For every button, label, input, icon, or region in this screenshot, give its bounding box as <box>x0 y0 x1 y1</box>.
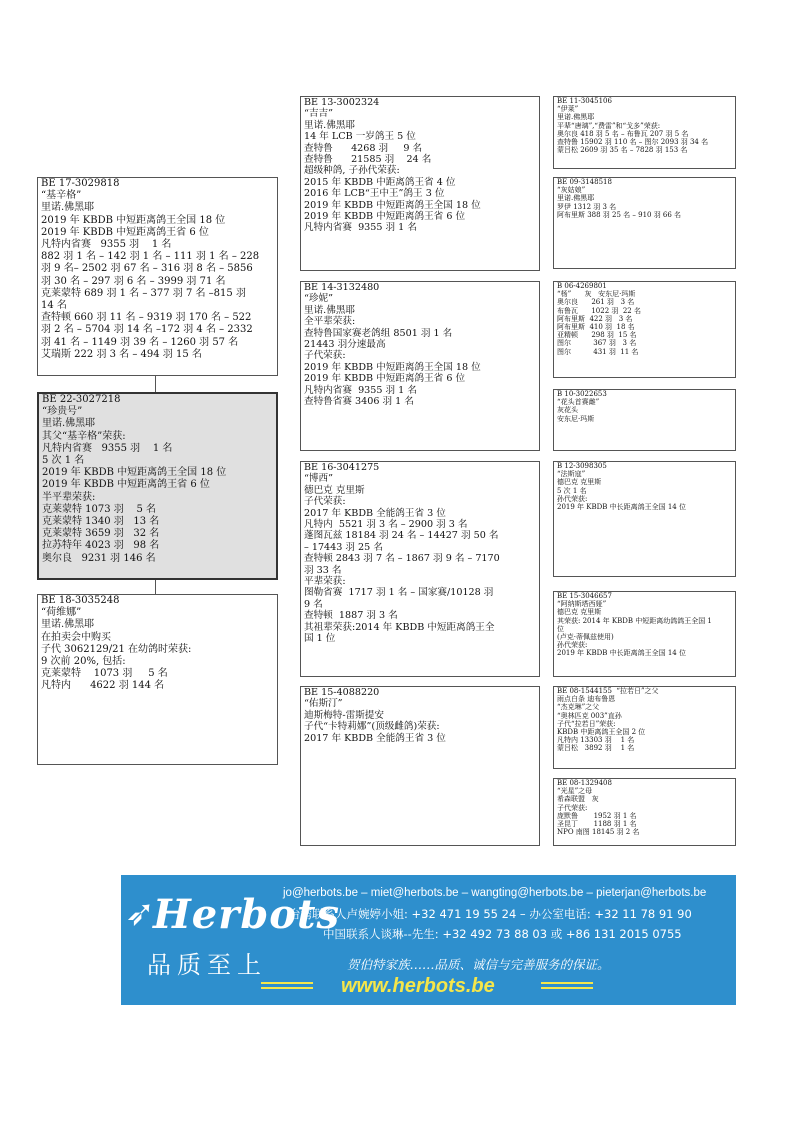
pedigree-line: 9 名 <box>304 598 323 610</box>
ring-number: B 12-3098305 <box>557 462 607 470</box>
accent-line-right-2 <box>541 987 593 989</box>
pedigree-line: 查特顿 2843 羽 7 名 – 1867 羽 9 名 – 7170 <box>304 553 500 565</box>
pedigree-line: 艾瑞斯 222 羽 3 名 – 494 羽 15 名 <box>41 348 202 360</box>
pedigree-line: 德巴克 克里斯 <box>304 484 365 496</box>
sds-card <box>553 281 736 378</box>
pedigree-line: 德巴克 克里斯 <box>557 608 602 617</box>
pedigree-line: 在拍卖会中购买 <box>41 631 111 643</box>
dam-connector <box>155 580 156 594</box>
pedigree-line: 882 羽 1 名 – 142 羽 1 名 – 111 羽 1 名 – 228 <box>41 251 260 263</box>
pedigree-line: 蒙吕松 3892 羽 1 名 <box>557 744 635 753</box>
pedigree-line: 凡特内省赛 9355 羽 1 名 <box>41 239 172 251</box>
pedigree-line: 阿布里斯 388 羽 25 名 – 910 羽 66 名 <box>557 210 682 219</box>
pedigree-line: 查特鲁省赛 3406 羽 1 名 <box>304 396 414 408</box>
bird-name: “杨” 灰 安东尼·玛斯 <box>557 290 636 299</box>
ring-number: B 06-4269801 <box>557 282 607 290</box>
pedigree-line: 其祖辈荣获:2014 年 KBDB 中短距离鸽王全 <box>304 621 495 633</box>
dds-card <box>553 686 736 769</box>
pedigree-line: 21443 羽分速最高 <box>304 339 386 351</box>
herbots-banner <box>121 875 736 1005</box>
pedigree-line: 亚精顿 298 羽 15 名 <box>557 331 637 340</box>
pedigree-line: 子代 3062129/21 在幼鸽时荣获: <box>41 643 192 655</box>
ring-number: BE 18-3035248 <box>41 595 120 606</box>
pedigree-line: 里诺.佛黑耶 <box>42 418 96 430</box>
pedigree-line: 子代荣获: <box>557 803 588 812</box>
bird-name: “珍贵号” <box>42 406 83 418</box>
accent-line-right <box>541 982 593 984</box>
pedigree-line: 子代荣获: <box>304 350 346 362</box>
pedigree-line: 半平辈荣获: <box>42 491 96 503</box>
bird-name: “佑斯汀” <box>304 698 343 710</box>
ring-number: BE 08-1544155 “拉若日”之父 <box>557 687 659 695</box>
pedigree-line: 查特鲁 4268 羽 9 名 <box>304 142 423 154</box>
email-list[interactable]: jo@herbots.be – miet@herbots.be – wangting@herbots.be – pieterjan@herbots.be <box>283 887 707 899</box>
pedigree-line: 子代荣获: <box>304 496 346 508</box>
pedigree-line: 查特鲁国家赛老鸽组 8501 羽 1 名 <box>304 327 453 339</box>
pedigree-line: 凡特内省赛 9355 羽 1 名 <box>304 222 417 234</box>
wing-icon: ➶ <box>125 893 156 934</box>
pedigree-line: 5 次 1 名 <box>557 486 587 495</box>
pedigree-line: 蒙吕松 2609 羽 35 名 – 7828 羽 153 名 <box>557 146 688 155</box>
ring-number: BE 09-3148518 <box>557 178 612 186</box>
pedigree-line: 其父“基辛格”荣获: <box>42 430 126 442</box>
pedigree-line: 德巴克 克里斯 <box>557 478 602 487</box>
pedigree-line: 子代“拉若日”荣获: <box>557 719 616 728</box>
pedigree-line: 孙代荣获: <box>557 641 588 650</box>
pedigree-line: 2019 年 KBDB 中短距离鸽王全国 18 位 <box>41 214 226 226</box>
bird-name: “博西” <box>304 473 333 485</box>
pedigree-line: 希森联盟 灰 <box>557 795 599 804</box>
pedigree-line: 9 次前 20%, 包括: <box>41 656 126 668</box>
china-contact: 中国联系人谈琳--先生: +32 492 73 88 03 或 +86 131 2015 0755 <box>323 927 682 941</box>
bird-name: “光星”之母 <box>557 787 593 796</box>
tagline: 贺伯特家族……品质、诚信与完善服务的保证。 <box>347 957 610 972</box>
pedigree-line: 圣昆丁 1188 羽 1 名 <box>557 820 637 829</box>
pedigree-line: 图勒省赛 1717 羽 1 名 – 国家赛/10128 羽 <box>304 587 494 599</box>
pedigree-line: 子代“卡特莉娜”(顶级雌鸽)荣获: <box>304 721 440 733</box>
pedigree-line: 2019 年 KBDB 中短距离鸽王省 6 位 <box>304 373 466 385</box>
pedigree-line: 里诺.佛黑耶 <box>41 619 95 631</box>
ring-number: BE 16-3041275 <box>304 462 380 473</box>
bird-name: “基辛格” <box>41 190 82 202</box>
pedigree-line: 2017 年 KBDB 全能鸽王省 3 位 <box>304 507 446 519</box>
bird-name: 雨点白条 迪布鲁恩 <box>557 695 616 704</box>
pedigree-line: 里诺.佛黑耶 <box>304 304 356 316</box>
pedigree-line: 拉苏特年 4023 羽 98 名 <box>42 540 160 552</box>
pedigree-line: 2019 年 KBDB 中长距离鸽王全国 14 位 <box>557 649 686 658</box>
pedigree-line: 查特顿 660 羽 11 名 – 9319 羽 170 名 – 522 <box>41 312 252 324</box>
pedigree-line: 其荣获: 2014 年 KBDB 中短距离幼鸽鸽王全国 1 <box>557 616 712 625</box>
pedigree-line: 灰花头 <box>557 406 578 415</box>
pedigree-line: 里诺.佛黑耶 <box>41 202 95 214</box>
bird-name: “阿纳斯塔西娅” <box>557 600 607 609</box>
pedigree-line: 羽 33 名 <box>304 564 342 576</box>
pedigree-line: 2019 年 KBDB 中短距离鸽王省 6 位 <box>42 479 210 491</box>
sire-connector <box>155 376 156 392</box>
pedigree-line: 超级种鸽, 子孙代荣获: <box>304 165 400 177</box>
pedigree-line: 庞默鲁 1952 羽 1 名 <box>557 811 637 820</box>
pedigree-line: 凡特内 4622 羽 144 名 <box>41 680 165 692</box>
pedigree-line: 孙代荣获: <box>557 494 588 503</box>
dam-card <box>37 594 278 765</box>
ring-number: BE 14-3132480 <box>304 282 380 293</box>
ring-number: B 10-3022653 <box>557 390 607 398</box>
ddd-card <box>553 778 736 846</box>
pedigree-line: 凡特内 5521 羽 3 名 – 2900 羽 3 名 <box>304 519 468 531</box>
pedigree-line: 迪斯梅特-雷斯提安 <box>304 709 384 721</box>
pedigree-line: 5 次 1 名 <box>42 455 85 467</box>
pedigree-line: 2019 年 KBDB 中短距离鸽王全国 18 位 <box>304 361 481 373</box>
sss-card <box>553 96 736 169</box>
pedigree-line: 奥尔良 9231 羽 146 名 <box>42 552 156 564</box>
pedigree-line: 2019 年 KBDB 中长距离鸽王全国 14 位 <box>557 503 686 512</box>
sdd-card <box>553 389 736 451</box>
pedigree-line: 克莱蒙特 689 羽 1 名 – 377 羽 7 名 –815 羽 <box>41 287 246 299</box>
pedigree-line: 位 <box>557 624 564 633</box>
dss-card <box>553 461 736 577</box>
ring-number: BE 22-3027218 <box>42 394 121 405</box>
pedigree-line: 羽 30 名 – 297 羽 6 名 – 3999 羽 71 名 <box>41 275 226 287</box>
pedigree-line: 查特鲁 15902 羽 110 名 – 图尔 2093 羽 34 名 <box>557 138 709 147</box>
pedigree-line: 2015 年 KBDB 中距离鸽王省 4 位 <box>304 176 456 188</box>
pedigree-line: 凡特内 13303 羽 1 名 <box>557 736 635 745</box>
ring-number: BE 13-3002324 <box>304 97 380 108</box>
pedigree-line: 查特鲁 21585 羽 24 名 <box>304 154 432 166</box>
pedigree-line: 平辈“唐璃”,“费雷”和“戈多”荣获: <box>557 121 661 130</box>
pedigree-line: 阿布里斯 422 羽 3 名 <box>557 314 633 323</box>
pedigree-line: 2019 年 KBDB 中短距离鸽王全国 18 位 <box>42 467 227 479</box>
pedigree-line: 2019 年 KBDB 中短距离鸽王省 6 位 <box>41 226 209 238</box>
pedigree-line: 凡特内省赛 9355 羽 1 名 <box>42 442 173 454</box>
pedigree-line: 查特顿 1887 羽 3 名 <box>304 610 398 622</box>
ssd-card <box>553 177 736 269</box>
pedigree-line: “奥林匹克 003”直孙 <box>557 711 622 720</box>
bird-name: “法斯寇” <box>557 470 586 479</box>
sire-dam-card <box>300 281 540 451</box>
pedigree-line: 阿布里斯 410 羽 18 名 <box>557 323 635 332</box>
ring-number: BE 17-3029818 <box>41 178 120 189</box>
sire-card <box>37 177 278 376</box>
pedigree-line: 奥尔良 261 羽 3 名 <box>557 298 635 307</box>
pedigree-line: 凡特内省赛 9355 羽 1 名 <box>304 384 417 396</box>
subject-card <box>37 392 278 580</box>
sire-sire-card <box>300 96 540 271</box>
pedigree-line: NPO 南图 18145 羽 2 名 <box>557 828 640 837</box>
bird-name: “荷维娜” <box>41 607 82 619</box>
ring-number: BE 15-4088220 <box>304 687 380 698</box>
bird-name: “吉吉” <box>304 108 333 120</box>
pedigree-line: 2017 年 KBDB 全能鸽王省 3 位 <box>304 732 446 744</box>
ring-number: BE 15-3046657 <box>557 592 612 600</box>
pedigree-line: 国 1 位 <box>304 633 336 645</box>
pedigree-line: 克莱蒙特 1073 羽 5 名 <box>41 668 168 680</box>
taiwan-contact: 台湾联系人卢婉婷小姐: +32 471 19 55 24 – 办公室电话: +32 11 78 91 90 <box>289 907 692 921</box>
pedigree-line: 罗伊 1312 羽 3 名 <box>557 202 617 211</box>
pedigree-line: (卢克·蒂佩兹使用) <box>557 633 614 642</box>
pedigree-line: 全平辈荣获: <box>304 316 356 328</box>
herbots-logo: Herbots <box>153 891 340 938</box>
pedigree-line: 里诺.佛黑耶 <box>557 194 595 203</box>
pedigree-line: – 17443 羽 25 名 <box>304 541 383 553</box>
pedigree-line: 里诺.佛黑耶 <box>557 113 595 122</box>
slogan: 品质至上 <box>147 951 267 979</box>
bird-name: “珍妮” <box>304 293 333 305</box>
pedigree-line: 羽 41 名 – 1149 羽 39 名 – 1260 羽 57 名 <box>41 336 239 348</box>
dsd-card <box>553 591 736 677</box>
pedigree-line: 克莱蒙特 1340 羽 13 名 <box>42 516 160 528</box>
accent-line-left-2 <box>261 987 313 989</box>
bird-name: “伊莱” <box>557 105 579 114</box>
bird-name: “灰姑娘” <box>557 186 586 195</box>
pedigree-line: 奥尔良 418 羽 5 名 – 布鲁瓦 207 羽 5 名 <box>557 129 689 138</box>
ring-number: BE 11-3045106 <box>557 97 612 105</box>
ring-number: BE 08-1329408 <box>557 779 612 787</box>
pedigree-line: 羽 2 名 – 5704 羽 14 名 –172 羽 4 名 – 2332 <box>41 324 253 336</box>
pedigree-line: 布鲁瓦 1022 羽 22 名 <box>557 306 641 315</box>
pedigree-line: 克莱蒙特 3659 羽 32 名 <box>42 528 160 540</box>
pedigree-line: 2016 年 LCB“王中王”鸽王 3 位 <box>304 188 445 200</box>
pedigree-line: 2019 年 KBDB 中短距离鸽王省 6 位 <box>304 211 466 223</box>
pedigree-line: 图尔 431 羽 11 名 <box>557 347 639 356</box>
bird-name: “花头首赛雌” <box>557 398 600 407</box>
dam-sire-card <box>300 461 540 677</box>
pedigree-line: 14 名 <box>41 300 67 312</box>
pedigree-line: 羽 9 名– 2502 羽 67 名 – 316 羽 8 名 – 5856 <box>41 263 253 275</box>
pedigree-line: KBDB 中距离鸽王全国 2 位 <box>557 728 646 737</box>
pedigree-line: 图尔 367 羽 3 名 <box>557 339 637 348</box>
pedigree-line: 里诺.佛黑耶 <box>304 119 356 131</box>
pedigree-line: 2019 年 KBDB 中短距离鸽王全国 18 位 <box>304 199 481 211</box>
website-link[interactable]: www.herbots.be <box>341 975 495 997</box>
accent-line-left <box>261 982 313 984</box>
pedigree-line: “杰克琳”之父 <box>557 703 600 712</box>
pedigree-line: 平辈荣获: <box>304 576 346 588</box>
dam-dam-card <box>300 686 540 846</box>
pedigree-line: 14 年 LCB 一岁鸽王 5 位 <box>304 131 416 143</box>
pedigree-line: 蓬图瓦兹 18184 羽 24 名 – 14427 羽 50 名 <box>304 530 499 542</box>
pedigree-line: 安东尼·玛斯 <box>557 414 595 423</box>
pedigree-line: 克莱蒙特 1073 羽 5 名 <box>42 503 157 515</box>
